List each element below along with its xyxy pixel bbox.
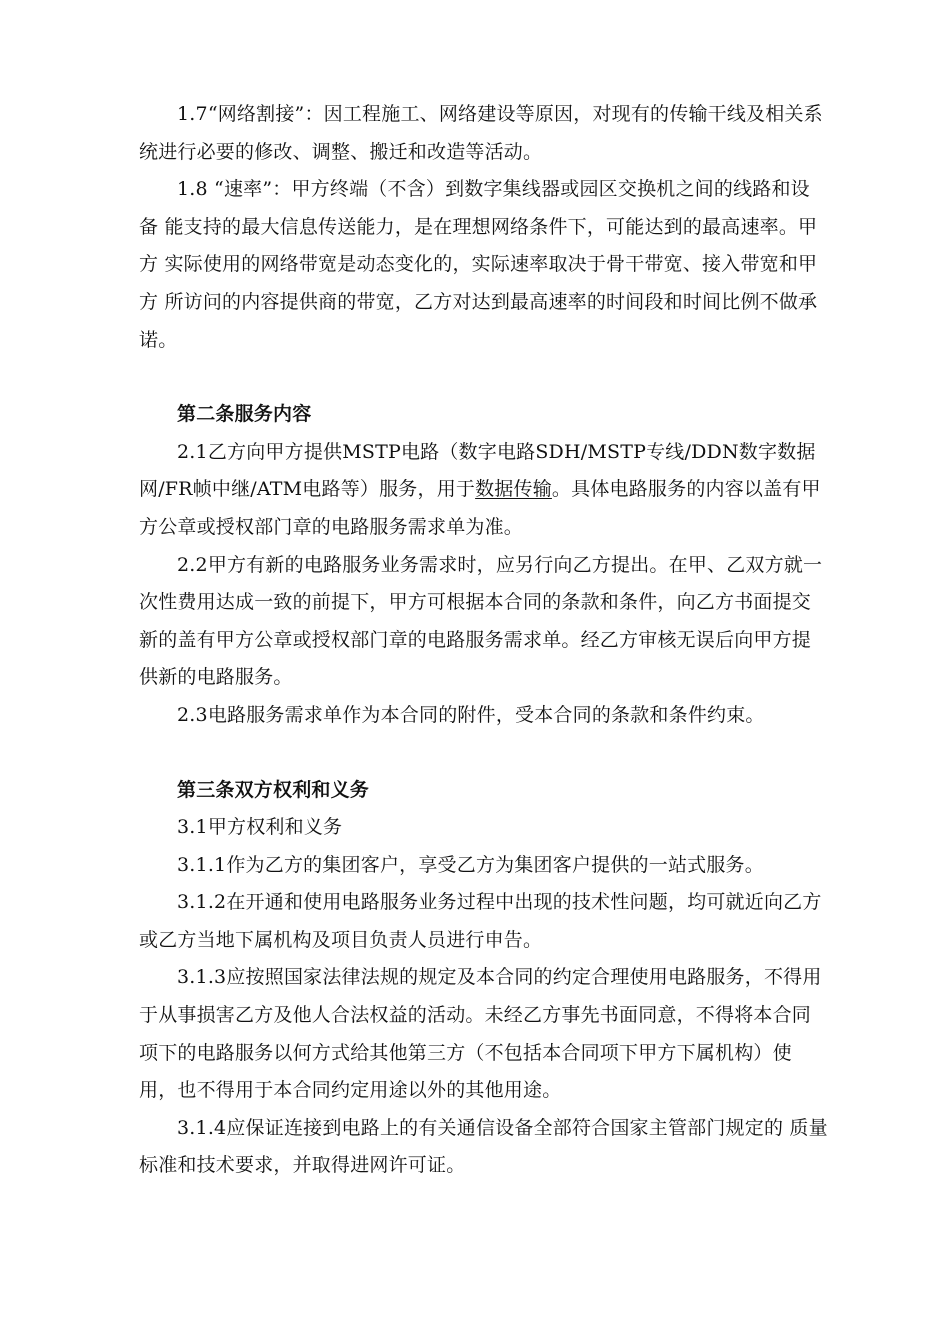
- clause-3-1-1: 3.1.1作为乙方的集团客户，享受乙方为集团客户提供的一站式服务。: [177, 853, 764, 876]
- clause-2-1-text-a: 2.1乙方向甲方提供MSTP电路（数字电路SDH/MSTP专线/DDN数字数据网/FR帧中继/ATM电路等）服务，用于: [139, 440, 816, 501]
- clause-2-1-text-b: 。具体电路服务的内容以盖有甲方公章或授权部门章的电路服务需求单为准。: [139, 478, 821, 538]
- clause-1-7: 1.7“网络割接”：因工程施工、网络建设等原因，对现有的传输干线及相关系统进行必要的修改、调整、搬迁和改造等活动。: [139, 103, 823, 163]
- clause-2-3: 2.3电路服务需求单作为本合同的附件，受本合同的条款和条件约束。: [177, 703, 765, 726]
- document-body: [139, 96, 829, 1185]
- clause-3-1-2: 3.1.2在开通和使用电路服务业务过程中出现的技术性问题，均可就近向乙方或乙方当地下属机构及项目负责人员进行申告。: [139, 891, 822, 951]
- clause-2-1: [139, 434, 829, 547]
- section-heading-2: 第二条服务内容: [177, 403, 312, 426]
- clause-1-8: 1.8 “速率”：甲方终端（不含）到数字集线器或园区交换机之间的线路和设备 能支持的最大信息传送能力，是在理想网络条件下，可能达到的最高速率。甲方 实际使用的网络带宽是动态变化的，实际速率取决于骨干带宽、接入带宽和甲方 所访问的内容提供商的带宽，乙方对达到最高速率的时间段和时间比例不做承诺。: [139, 178, 818, 351]
- clause-2-2: 2.2甲方有新的电路服务业务需求时，应另行向乙方提出。在甲、乙双方就一次性费用达成一致的前提下，甲方可根据本合同的条款和条件，向乙方书面提交新的盖有甲方公章或授权部门章的电路服务需求单。经乙方审核无误后向甲方提供新的电路服务。: [139, 553, 823, 689]
- clause-3-1-4: 3.1.4应保证连接到电路上的有关通信设备全部符合国家主管部门规定的 质量标准和技术要求，并取得进网许可证。: [139, 1116, 828, 1177]
- data-transmission-underlined: 数据传输: [475, 478, 552, 501]
- section-heading-3: 第三条双方权利和义务: [177, 778, 370, 801]
- clause-3-1: 3.1甲方权利和义务: [177, 816, 343, 839]
- clause-3-1-3: 3.1.3应按照国家法律法规的规定及本合同的约定合理使用电路服务，不得用于从事损害乙方及他人合法权益的活动。未经乙方事先书面同意，不得将本合同项下的电路服务以何方式给其他第三方（不包括本合同项下甲方下属机构）使用，也不得用于本合同约定用途以外的其他用途。: [139, 966, 822, 1102]
